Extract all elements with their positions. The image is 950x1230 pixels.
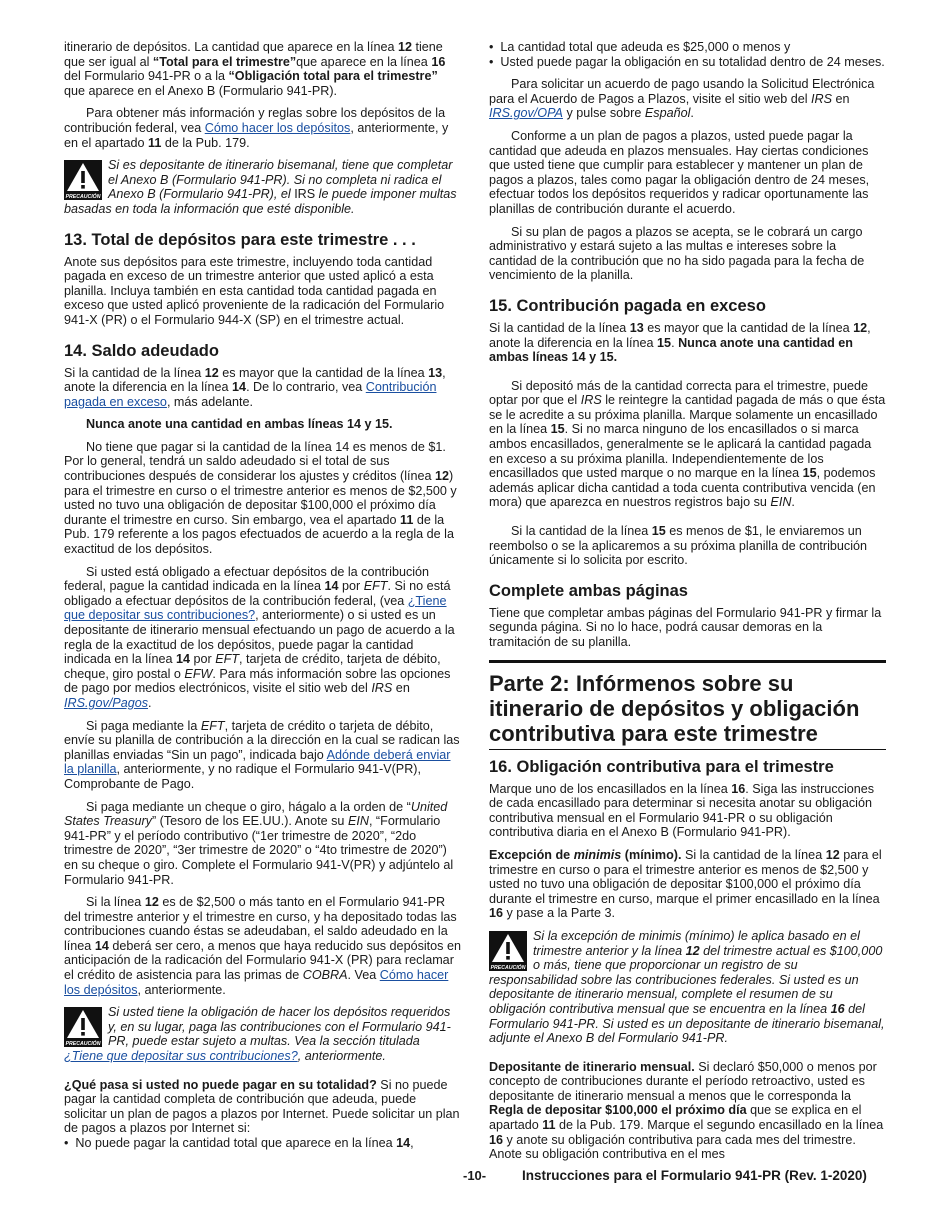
right-column [489, 40, 886, 1170]
link-como-hacer-depositos[interactable]: Cómo hacer los depósitos [204, 120, 351, 135]
heading-complete-both-pages: Complete ambas páginas [489, 581, 688, 600]
caution-note-2: Si usted tiene la obligación de hacer los depósitos requeridos y, en su lugar, paga las contribuciones con el Formulario 941-PR, puede estar sujeto a multas. Vea la sección titulada ¿Tiene que depositar sus contribuciones?, anteriormente. [64, 1005, 451, 1064]
paragraph-line-14a: Si la cantidad de la línea 12 es mayor que la cantidad de la línea 13, anote la diferencia en la línea 14. De lo contrario, vea Contribución pagada en exceso, más adelante. [64, 365, 446, 409]
heading-line-15: 15. Contribución pagada en exceso [489, 296, 766, 315]
link-tiene-que-depositar[interactable]: ¿Tiene que depositar sus contribuciones? [64, 593, 447, 623]
paragraph-line-15b: Si depositó más de la cantidad correcta para el trimestre, puede optar por que el IRS le reintegre la cantidad pagada de más o que ésta se le acredite a su próxima planilla. Marque solamente un encasillado en la línea 15. Si no marca ninguno de los encasillados o si marca ambos encasillados, generalmente se le aplicará la cantidad pagada en exceso a su próxima planilla. Independientemente de los encasillados que usted marque o no marque en la línea 15, podemos además aplicar dicha cantidad a toda cuenta contributiva vencida (en mora) que aparezca en nuestros registros bajo su EIN. [489, 378, 886, 510]
caution-note-3: Si la excepción de minimis (mínimo) le aplica basado en el trimestre anterior y la línea 12 del trimestre actual es $100,000 o más, tiene que proporcionar un registro de su responsabilidad sobre las contribuciones federales. Si usted es un depositante de itinerario mensual, complete el resumen de su obligación contributiva mensual que se encuentra en la línea 16 del Formulario 941-PR. Si usted es un depositante de itinerario bisemanal, adjunte el Anexo B del Formulario 941-PR. [489, 928, 885, 1046]
bullet-item: • No puede pagar la cantidad total que aparece en la línea 14, [64, 1136, 414, 1150]
paragraph-complete-both-pages: Tiene que completar ambas páginas del Formulario 941-PR y firmar la segunda página. Si no lo hace, podrá causar demoras en la tramitación de su planilla. [489, 605, 882, 649]
caution-icon [489, 931, 527, 971]
left-column [64, 40, 461, 1151]
page-number: -10- [463, 1168, 487, 1183]
paragraph-line-15c: Si la cantidad de la línea 15 es menos de $1, le enviaremos un reembolso o se la aplicaremos a su próxima planilla de contribución únicamente si lo solicita por escrito. [489, 524, 868, 568]
paragraph-line-16a: Marque uno de los encasillados en la línea 16. Siga las instrucciones de cada encasillado para determinar si necesita anotar su obligación contributiva mensual en el Formulario 941-PR o su obligación contributiva diaria en el Anexo B (Formulario 941-PR). [489, 781, 875, 840]
caution-icon [64, 1007, 102, 1047]
heading-line-16: 16. Obligación contributiva para el trimestre [489, 757, 834, 776]
part-2-heading-block [489, 660, 886, 750]
paragraph-line-14f: Si paga mediante un cheque o giro, hágalo a la orden de “United States Treasury” (Tesoro de los EE.UU.). Anote su EIN, “Formulario 941-PR” y el período contributivo (“1er trimestre de 2020”, “2do trimestre de 2020”, “3er trimestre de 2020” o “4to trimestre de 2020”) en su cheque o giro. Complete el Formulario 941-V(PR) y adjúntelo al Formulario 941-PR. [64, 799, 454, 887]
link-adonde-enviar[interactable]: Adónde deberá enviar la planilla [64, 747, 451, 777]
link-tiene-que-depositar-2[interactable]: ¿Tiene que depositar sus contribuciones? [64, 1049, 298, 1064]
page-footer [0, 1169, 950, 1187]
footer-title: Instrucciones para el Formulario 941-PR (Rev. 1-2020) [522, 1168, 867, 1183]
caution-icon [64, 160, 102, 200]
paragraph-line-13: Anote sus depósitos para este trimestre, incluyendo toda cantidad pagada en exceso de un trimestre anterior que usted aplicó a esta planilla. Incluya también en esta cantidad toda cantidad pagada en exceso que usted aplicó proveniente de la radicación del Formulario 941-X (PR) o el Formulario 944-X (SP) en el trimestre actual. [64, 254, 445, 327]
paragraph-deposit-schedule: itinerario de depósitos. La cantidad que aparece en la línea 12 tiene que ser igual al “Total para el trimestre”que aparece en la línea 16 del Formulario 941-PR o a la “Obligación total para el trimestre” que aparece en el Anexo B (Formulario 941-PR). [64, 40, 446, 98]
heading-line-13: 13. Total de depósitos para este trimestre . . . [64, 230, 416, 249]
bullet-item: • Usted puede pagar la obligación en su totalidad dentro de 24 meses. [489, 54, 885, 69]
paragraph-de-minimis: Excepción de minimis (mínimo). Si la cantidad de la línea 12 para el trimestre en curso o para el trimestre anterior es menos de $2,500 y usted no tuvo una obligación de depositar $100,000 el próximo día durante el trimestre en curso, marque el primer encasillado en la línea 16 y pase a la Parte 3. [489, 847, 882, 921]
paragraph-never-both-lines: Nunca anote una cantidad en ambas líneas 14 y 15. [86, 417, 393, 432]
link-contribucion-pagada-exceso[interactable]: Contribución pagada en exceso [64, 380, 437, 409]
paragraph-monthly-depositor: Depositante de itinerario mensual. Si declaró $50,000 o menos por concepto de contribuciones durante el período retroactivo, usted es depositante de itinerario mensual a menos que le corresponda la Regla de depositar $100,000 el próximo día que se explica en el apartado 11 de la Pub. 179. Marque el segundo encasillado en la línea 16 y anote su obligación contributiva para cada mes del trimestre. Anote su obligación contributiva en el mes [489, 1059, 884, 1162]
link-irs-gov-pagos[interactable]: IRS.gov/Pagos [64, 695, 149, 710]
part-2-heading: Parte 2: Infórmenos sobre su itinerario de depósitos y obligación contributiva para este trimestre [489, 671, 886, 750]
caution-note-1: Si es depositante de itinerario bisemanal, tiene que completar el Anexo B (Formulario 941-PR). Si no completa ni radica el Anexo B (Formulario 941-PR), el IRS le puede imponer multas basadas en toda la información que esté disponible. [64, 158, 457, 216]
paragraph-line-14d: Si usted está obligado a efectuar depósitos de la contribución federal, pague la cantidad indicada en la línea 14 por EFT. Si no está obligado a efectuar depósitos de la contribución federal, (vea ¿Tiene que depositar sus contribuciones?, anteriormente) o si usted es un depositante de itinerario mensual efectuando un pago de acuerdo a la regla de la exactitud de los depósitos, puede pagar la cantidad indicada en la línea 14 por EFT, tarjeta de crédito, tarjeta de débito, cheque, giro postal o EFW. Para más información sobre las opciones de pago por medios electrónicos, visite el sitio web del IRS en IRS.gov/Pagos. [64, 564, 455, 710]
paragraph-installment-request: Para solicitar un acuerdo de pago usando la Solicitud Electrónica para el Acuerdo de Pagos a Plazos, visite el sitio web del IRS en IRS.gov/OPA y pulse sobre Español. [489, 77, 875, 121]
link-irs-gov-opa[interactable]: IRS.gov/OPA [489, 106, 563, 121]
link-como-hacer-depositos-2[interactable]: Cómo hacer los depósitos [64, 968, 449, 997]
bullet-item: • La cantidad total que adeuda es $25,000 o menos y [489, 40, 791, 54]
paragraph-installment-conditions: Conforme a un plan de pagos a plazos, usted puede pagar la cantidad que adeuda en plazos mensuales. Hay ciertas condiciones que usted tiene que cumplir para establecer y mantener un plan de pagos a plazos, tales como pagar la obligación dentro de 24 meses, efectuar todos los depósitos requeridos y radicar oportunamente las planillas de contribución durante el acuerdo. [489, 128, 870, 216]
paragraph-line-14e: Si paga mediante la EFT, tarjeta de crédito o tarjeta de débito, envíe su planilla de contribución a la dirección en la cual se radican las planillas enviadas “Sin un pago”, indicada bajo Adónde deberá enviar la planilla, anteriormente, y no radique el Formulario 941-V(PR), Comprobante de Pago. [64, 718, 460, 791]
paragraph-cannot-pay: ¿Qué pasa si usted no puede pagar en su totalidad? Si no puede pagar la cantidad completa de contribución que adeuda, puede solicitar un plan de pagos a plazos por Internet. Puede solicitar un plan de pagos a plazos por Internet si: [64, 1077, 460, 1136]
paragraph-line-14g: Si la línea 12 es de $2,500 o más tanto en el Formulario 941-PR del trimestre anterior y el trimestre en curso, y ha depositado todas las contribuciones cuando éstas se adeudaban, el saldo adeudado en la línea 14 deberá ser cero, a menos que haya reducido sus depósitos en anticipación de la radicación del Formulario 941-X (PR) para reclamar el crédito de asistencia para las primas de COBRA. Vea Cómo hacer los depósitos, anteriormente. [64, 895, 461, 997]
paragraph-installment-fees: Si su plan de pagos a plazos se acepta, se le cobrará un cargo administrativo y estará sujeto a las multas e intereses sobre la cantidad de la contribución que no ha sido pagada para la fecha de vencimiento de la planilla. [489, 224, 865, 283]
paragraph-line-15a: Si la cantidad de la línea 13 es mayor que la cantidad de la línea 12, anote la diferencia en la línea 15. Nunca anote una cantidad en ambas líneas 14 y 15. [489, 320, 871, 365]
paragraph-line-14c: No tiene que pagar si la cantidad de la línea 14 es menos de $1. Por lo general, tendrá un saldo adeudado si el total de sus contribuciones después de considerar los ajustes y créditos (línea 12) para el trimestre en curso o el trimestre anterior es menos de $2,500 y usted no tuvo una obligación de depositar $100,000 el próximo día durante el trimestre en curso. Sin embargo, vea el apartado 11 de la Pub. 179 referente a los pagos efectuados de acuerdo a la regla de la exactitud de los depósitos. [64, 439, 457, 557]
paragraph-more-info: Para obtener más información y reglas sobre los depósitos de la contribución federal, vea Cómo hacer los depósitos, anteriormente, y en el apartado 11 de la Pub. 179. [64, 106, 449, 150]
heading-line-14: 14. Saldo adeudado [64, 341, 219, 360]
